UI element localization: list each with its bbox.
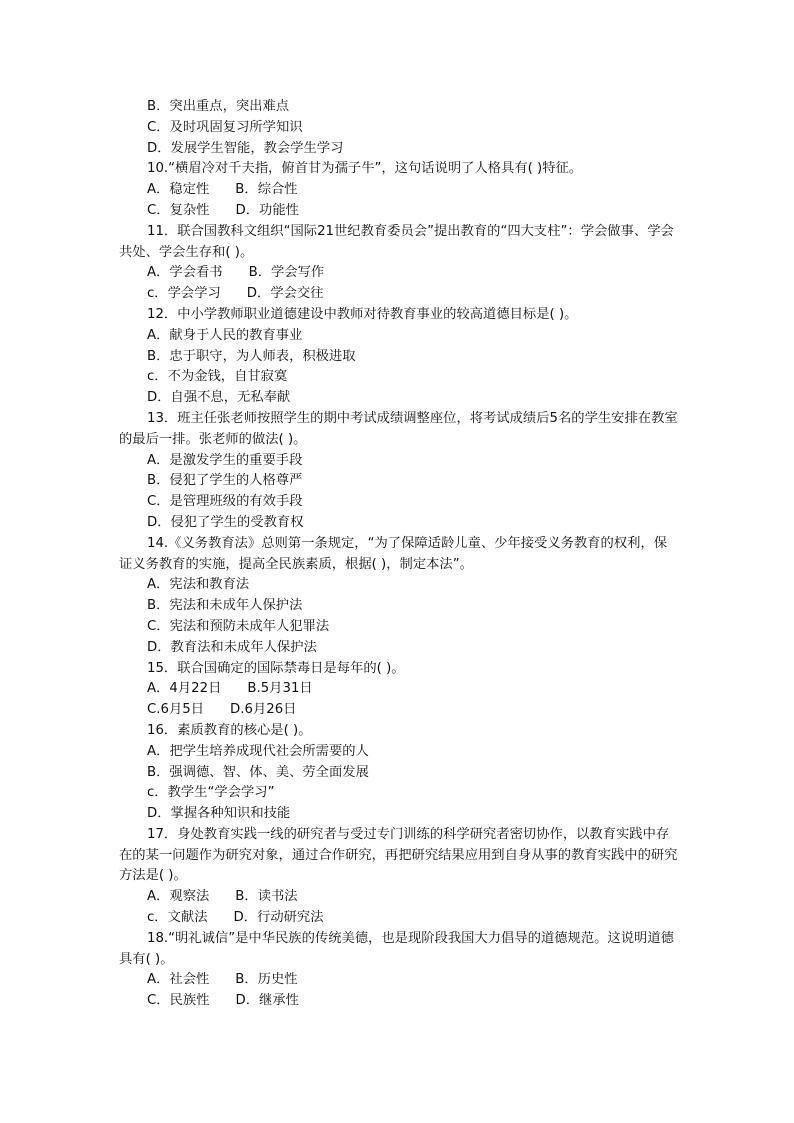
option-text: B．综合性 — [235, 182, 298, 198]
option-text: D．发展学生智能，教会学生学习 — [147, 140, 344, 156]
option-text: A．稳定性 — [147, 182, 210, 198]
option-text: B．读书法 — [235, 889, 298, 905]
question-stem — [119, 825, 679, 887]
answer-option — [119, 783, 679, 804]
question-list — [119, 97, 679, 1012]
option-text: D．侵犯了学生的受教育权 — [147, 514, 304, 530]
option-text: B．忠于职守，为人师表，积极进取 — [147, 348, 356, 364]
option-text: D．行动研究法 — [233, 910, 324, 926]
answer-option — [119, 513, 679, 534]
answer-option-pair — [119, 201, 679, 222]
option-text: B．突出重点，突出难点 — [147, 99, 290, 114]
answer-option — [119, 118, 679, 139]
option-text: D.6月26日 — [230, 702, 297, 718]
answer-option — [119, 617, 679, 638]
option-text: A．把学生培养成现代社会所需要的人 — [147, 743, 369, 759]
answer-option-pair — [119, 180, 679, 201]
answer-option-pair — [119, 263, 679, 284]
question-text: 13．班主任张老师按照学生的期中考试成绩调整座位，将考试成绩后5名的学生安排在教室的最后一排。张老师的做法( )。 — [119, 410, 678, 447]
question-stem — [119, 534, 679, 576]
option-text: C.6月5日 — [147, 702, 205, 718]
option-text: D．掌握各种知识和技能 — [147, 806, 291, 822]
question-stem — [119, 721, 679, 742]
question-text: 10.“横眉冷对千夫指，俯首甘为孺子牛”，这句话说明了人格具有( )特征。 — [147, 161, 583, 177]
answer-option-pair — [119, 908, 679, 929]
option-text: c．文献法 — [147, 910, 208, 926]
option-text: D．功能性 — [235, 202, 299, 218]
question-text: 15．联合国确定的国际禁毒日是每年的( )。 — [147, 660, 405, 676]
option-text: A．献身于人民的教育事业 — [147, 327, 303, 343]
option-text: c．教学生“学会学习” — [147, 785, 275, 801]
answer-option — [119, 451, 679, 472]
option-text: B.5月31日 — [247, 681, 313, 697]
answer-option-pair — [119, 679, 679, 700]
document-page — [119, 97, 679, 1012]
option-text: C．复杂性 — [147, 202, 210, 218]
question-stem — [119, 222, 679, 264]
answer-option — [119, 638, 679, 659]
answer-option — [119, 367, 679, 388]
answer-option — [119, 575, 679, 596]
option-text: B．侵犯了学生的人格尊严 — [147, 473, 303, 489]
question-stem — [119, 659, 679, 680]
option-text: C．宪法和预防未成年人犯罪法 — [147, 618, 330, 634]
option-text: D．教育法和未成年人保护法 — [147, 639, 317, 655]
option-text: D．继承性 — [235, 993, 299, 1009]
option-text: D．学会交往 — [246, 286, 324, 302]
option-text: A．观察法 — [147, 889, 210, 905]
answer-option — [119, 804, 679, 825]
question-stem — [119, 409, 679, 451]
answer-option — [119, 492, 679, 513]
question-stem — [119, 929, 679, 971]
answer-option — [119, 347, 679, 368]
option-text: A．社会性 — [147, 972, 210, 988]
option-text: c．学会学习 — [147, 286, 221, 302]
answer-option-pair — [119, 887, 679, 908]
option-text: A．学会看书 — [147, 265, 223, 281]
answer-option — [119, 139, 679, 160]
option-text: A．4月22日 — [147, 681, 222, 697]
question-text: 17．身处教育实践一线的研究者与受过专门训练的科学研究者密切协作，以教育实践中存在的某一问题作为研究对象，通过合作研究，再把研究结果应用到自身从事的教育实践中的研究方法是( )。 — [119, 826, 678, 884]
answer-option-pair — [119, 991, 679, 1012]
question-stem — [119, 305, 679, 326]
answer-option-pair — [119, 970, 679, 991]
option-text: A．宪法和教育法 — [147, 577, 250, 593]
answer-option — [119, 471, 679, 492]
question-text: 11．联合国教科文组织“国际21世纪教育委员会”提出教育的“四大支柱”：学会做事、学会共处、学会生存和( )。 — [119, 223, 674, 260]
option-text: B．强调德、智、体、美、劳全面发展 — [147, 764, 369, 780]
answer-option — [119, 388, 679, 409]
answer-option — [119, 326, 679, 347]
option-text: C．是管理班级的有效手段 — [147, 494, 303, 510]
option-text: B．学会写作 — [248, 265, 325, 281]
question-text: 16．素质教育的核心是( )。 — [147, 722, 312, 738]
answer-option — [119, 763, 679, 784]
option-text: D．自强不息，无私奉献 — [147, 390, 291, 406]
option-text: C．及时巩固复习所学知识 — [147, 119, 303, 135]
answer-option-pair — [119, 284, 679, 305]
question-stem — [119, 159, 679, 180]
option-text: A．是激发学生的重要手段 — [147, 452, 303, 468]
option-text: B．宪法和未成年人保护法 — [147, 598, 303, 614]
question-text: 18.“明礼诚信”是中华民族的传统美德，也是现阶段我国大力倡导的道德规范。这说明道德具有( )。 — [119, 930, 674, 967]
option-text: c．不为金钱，自甘寂寞 — [147, 369, 288, 385]
answer-option — [119, 97, 679, 118]
option-text: C．民族性 — [147, 993, 210, 1009]
answer-option — [119, 596, 679, 617]
answer-option — [119, 742, 679, 763]
question-text: 12．中小学教师职业道德建设中教师对待教育事业的较高道德目标是( )。 — [147, 306, 578, 322]
answer-option-pair — [119, 700, 679, 721]
question-text: 14.《义务教育法》总则第一条规定，“为了保障适龄儿童、少年接受义务教育的权利，保证义务教育的实施，提高全民族素质，根据( )，制定本法”。 — [119, 535, 668, 572]
option-text: B．历史性 — [235, 972, 298, 988]
